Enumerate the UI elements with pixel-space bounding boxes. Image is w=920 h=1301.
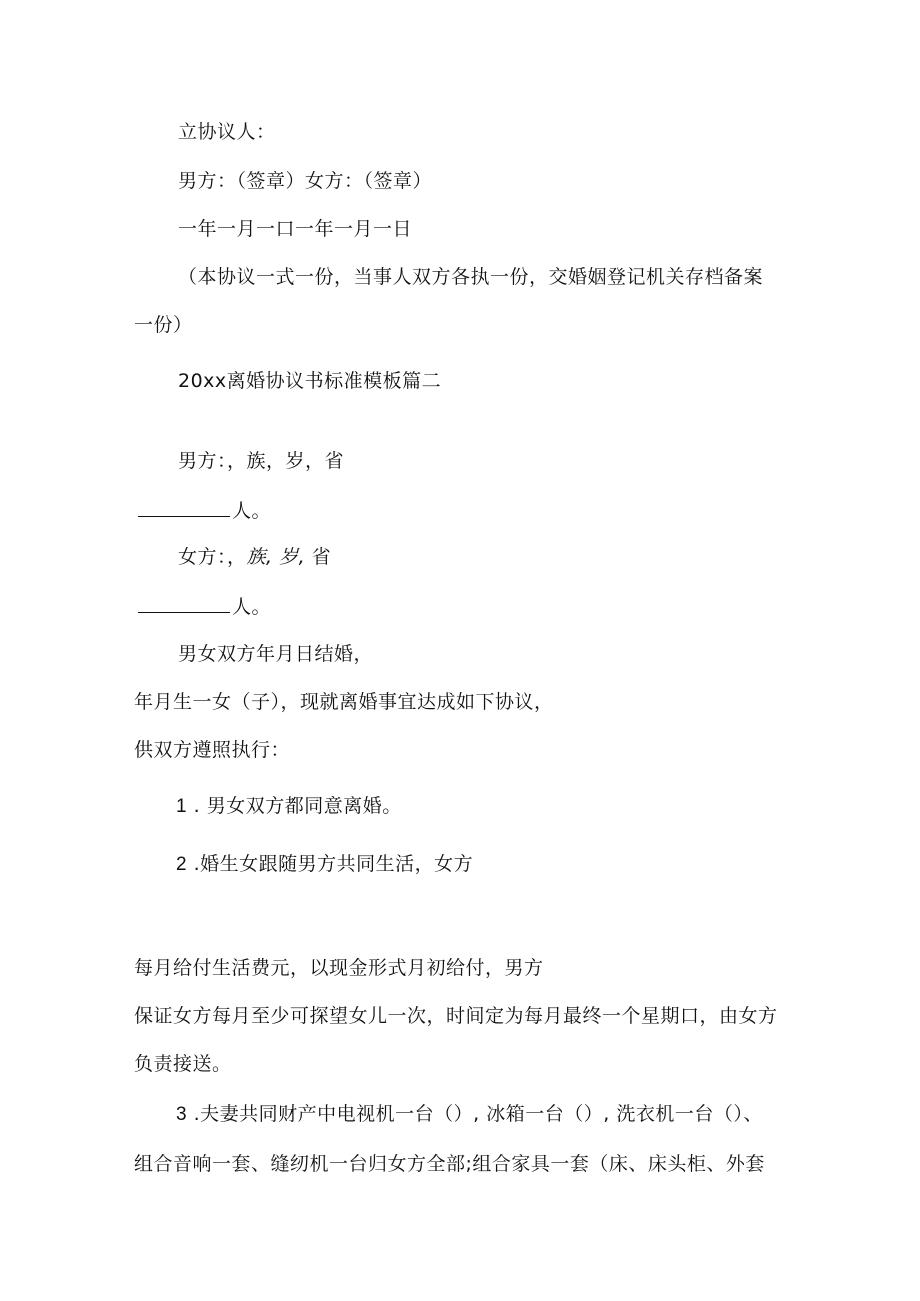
female-info-italic: 族, 岁,	[246, 546, 306, 568]
item-1	[176, 797, 402, 816]
copies-note-line-1: （本协议一式一份，当事人双方各执一份，交婚姻登记机关存档备案	[178, 266, 764, 288]
blank-underline	[138, 596, 230, 613]
male-origin-line	[138, 500, 271, 521]
execute-line: 供双方遵照执行：	[134, 739, 291, 761]
female-info-prefix: 女方：，	[178, 546, 247, 568]
date-line: 一年一月一口一年一月一日	[178, 218, 413, 240]
item-3-text: .夫妻共同财产中电视机一台（）, 冰箱一台（）, 洗衣机一台（）、	[187, 1103, 763, 1125]
female-origin-line	[138, 596, 271, 617]
female-info-line	[178, 548, 331, 567]
item-3-number: 3	[176, 1104, 188, 1125]
blank-underline	[138, 500, 230, 517]
marriage-line: 男女双方年月日结婚，	[178, 643, 374, 665]
item-3	[176, 1105, 763, 1124]
item-1-text: . 男女双方都同意离婚。	[187, 795, 402, 817]
visit-line-2: 负责接送。	[134, 1053, 232, 1075]
copies-note-line-2: 一份）	[134, 314, 193, 336]
female-origin-suffix: 人。	[232, 596, 272, 618]
item-2-text: .婚生女跟随男方共同生活，女方	[187, 853, 474, 875]
support-line: 每月给付生活费元，以现金形式月初给付，男方	[134, 957, 544, 979]
male-info-line: 男方：，族，岁，省	[178, 450, 345, 472]
item-1-number: 1	[176, 796, 188, 817]
female-info-suffix: 省	[305, 546, 332, 568]
parties-heading: 立协议人：	[178, 121, 276, 143]
signature-line: 男方：（签章）女方：（签章）	[178, 170, 433, 192]
item-2	[176, 855, 473, 874]
male-origin-suffix: 人。	[232, 500, 272, 522]
item-2-number: 2	[176, 854, 188, 875]
section-title: 20xx离婚协议书标准模板篇二	[178, 370, 442, 392]
item-3-continuation: 组合音响一套、缝纫机一台归女方全部;组合家具一套（床、床头柜、外套	[134, 1153, 765, 1175]
visit-line-1: 保证女方每月至少可探望女儿一次，时间定为每月最终一个星期口，由女方	[134, 1005, 778, 1027]
child-line: 年月生一女（子），现就离婚事宜达成如下协议，	[134, 691, 554, 713]
